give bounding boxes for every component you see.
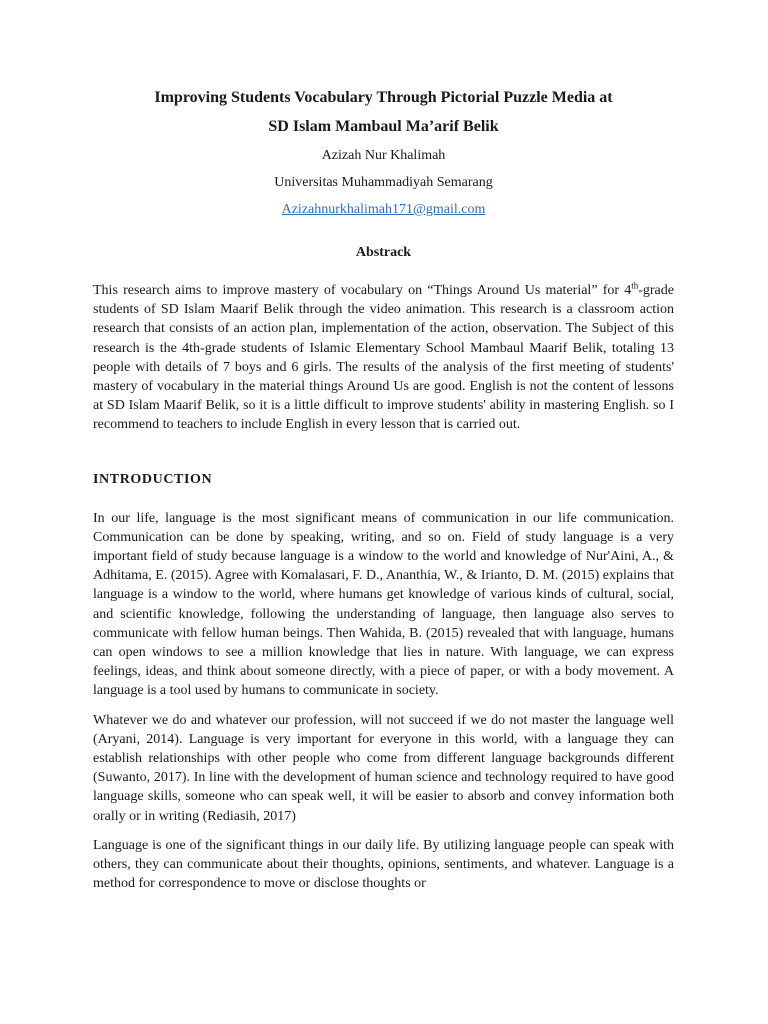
author-affiliation: Universitas Muhammadiyah Semarang [274, 175, 493, 190]
introduction-heading: INTRODUCTION [93, 471, 213, 487]
abstract-text-rest: -grade students of SD Islam Maarif Belik through the video animation. This research is a classroom action research that consists of an action plan, implementation of the action, observation. The Subject of this research is the 4th-grade students of Islamic Elementary School Mambaul Maarif Belik, totaling 13 people with details of 7 boys and 6 girls. The results of the analysis of the first meeting of students' mastery of vocabulary in the material things Around Us are good. English is not the content of lessons at SD Islam Maarif Belik, so it is a little difficult to improve students' ability in mastering English. so I recommend to teachers to include English in every lesson that is carried out. [93, 283, 674, 433]
ordinal-superscript: th [631, 280, 639, 291]
author-name: Azizah Nur Khalimah [321, 148, 446, 163]
abstract-text-start: This research aims to improve mastery of vocabulary on “Things Around Us material” for 4 [93, 283, 632, 298]
abstract-text [93, 281, 674, 435]
paper-title-line-2: SD Islam Mambaul Ma’arif Belik [268, 118, 499, 135]
paper-title-line-1: Improving Students Vocabulary Through Pictorial Puzzle Media at [154, 89, 613, 106]
introduction-paragraph-1: In our life, language is the most significant means of communication in our life communication. Communication can be done by speaking, writing, and so on. Field of study language is a very important field of study because language is a window to the world and knowledge of Nur'Aini, A., & Adhitama, E. (2015). Agree with Komalasari, F. D., Ananthia, W., & Irianto, D. M. (2015) explains that language is a window to the world, where humans get knowledge of various kinds of cultural, social, and scientific knowledge, following the understanding of language, then language also serves to communicate with fellow human beings. Then Wahida, B. (2015) revealed that with language, humans can open windows to see a million knowledge that lies in nature. With language, we can express feelings, ideas, and think about someone directly, with a piece of paper, or with a body movement. A language is a tool used by humans to communicate in society. [93, 510, 674, 699]
author-email-link[interactable]: Azizahnurkhalimah171@gmail.com [281, 202, 486, 217]
introduction-paragraph-2: Whatever we do and whatever our profession, will not succeed if we do not master the language well (Aryani, 2014). Language is very important for everyone in this world, with a language they can establish relationships with other people who come from different language backgrounds different (Suwanto, 2017). In line with the development of human science and technology required to have good language skills, someone who can speak well, it will be easier to absorb and convey information both orally or in writing (Rediasih, 2017) [93, 712, 674, 824]
abstract-heading: Abstrack [355, 245, 412, 260]
introduction-paragraph-3: Language is one of the significant things in our daily life. By utilizing language people can speak with others, they can communicate about their thoughts, opinions, sentiments, and whatever. Language is a method for correspondence to move or disclose thoughts or [93, 837, 674, 892]
paper-page [93, 86, 674, 893]
